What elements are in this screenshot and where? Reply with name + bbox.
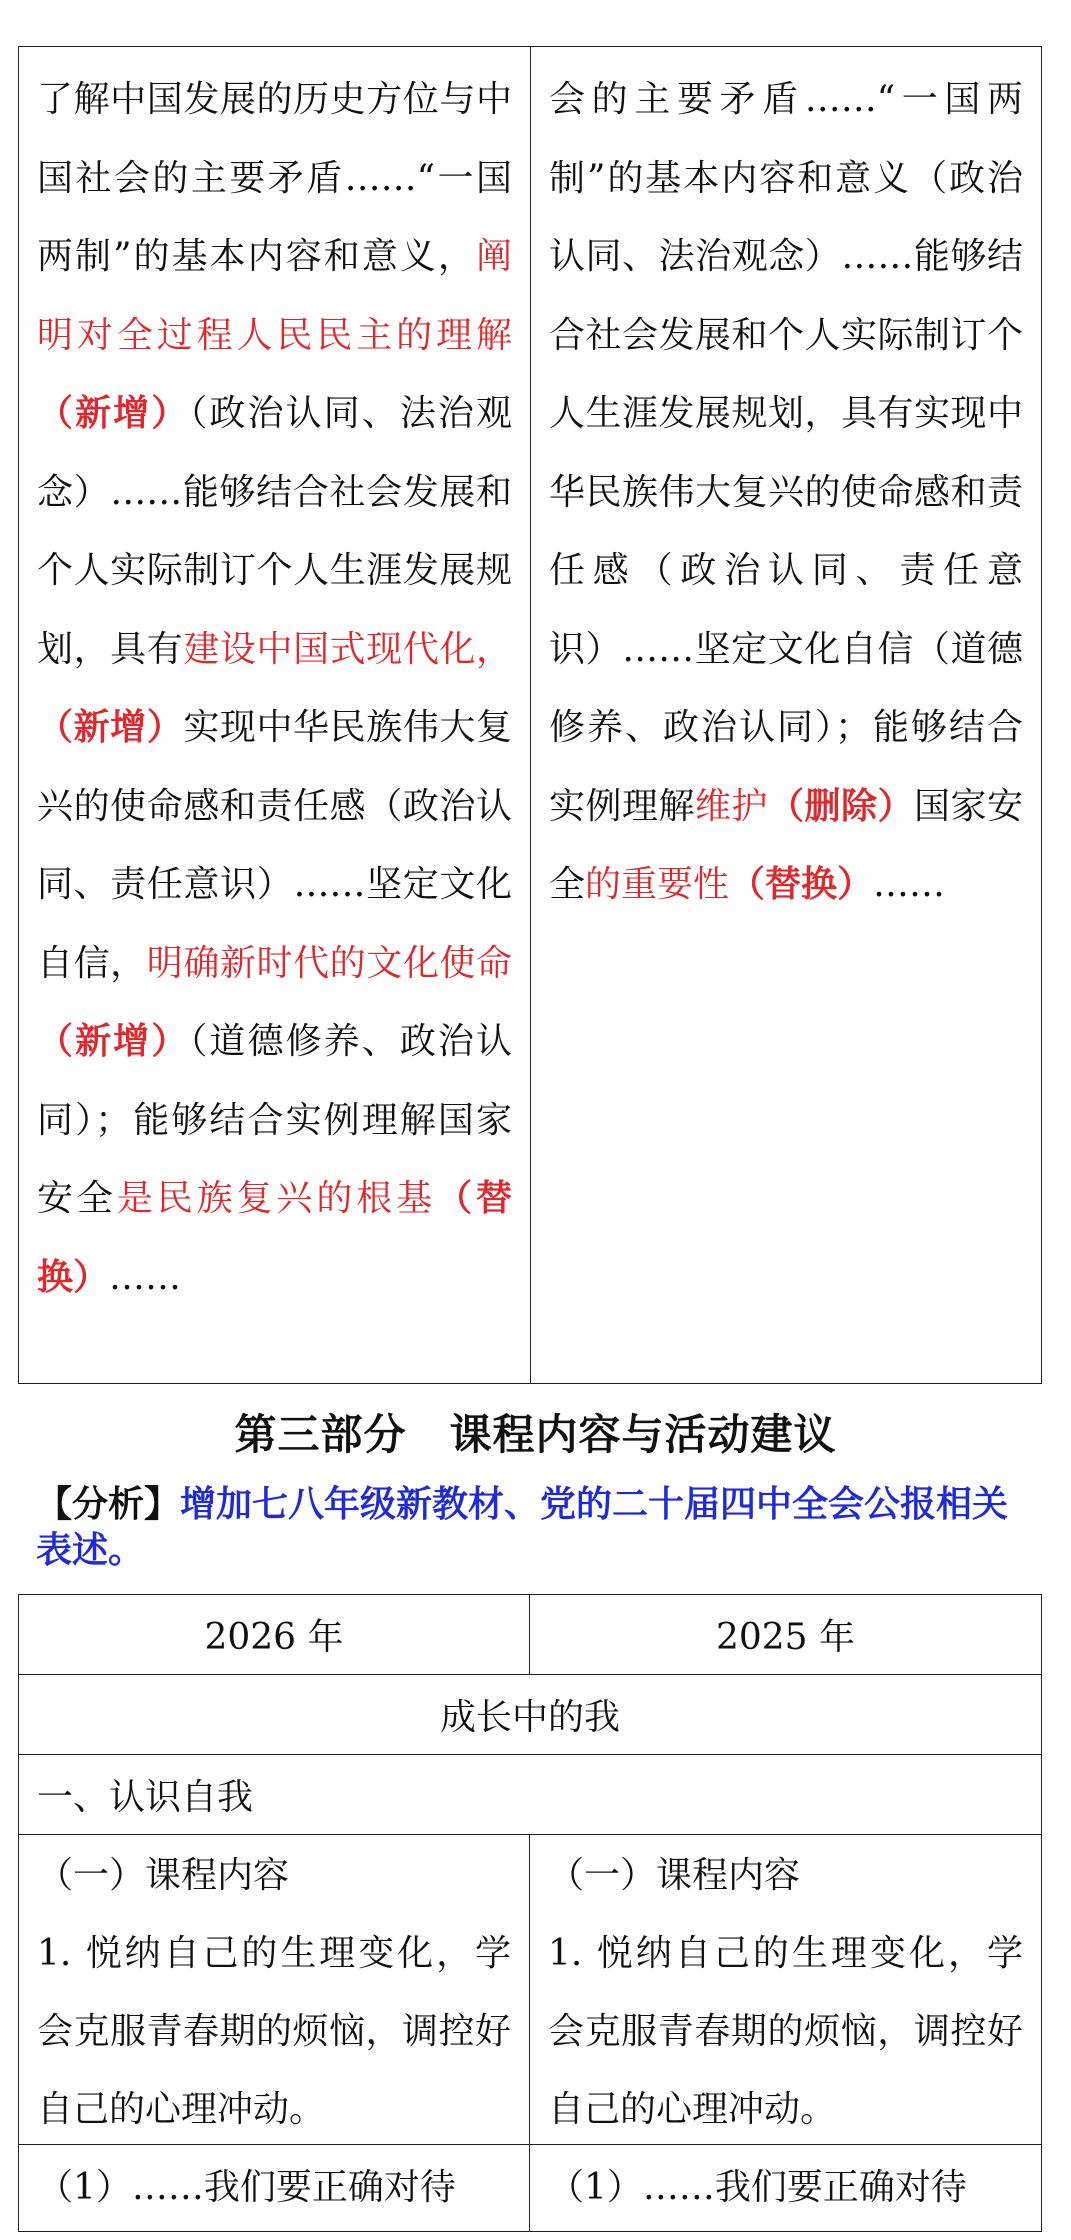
content-text-2025: 1. 悦纳自己的生理变化，学会克服青春期的烦恼，调控好自己的心理冲动。 (548, 1933, 1023, 2130)
partial-cell-2025: （1）……我们要正确对待 (548, 2167, 967, 2208)
content-cell-2025 (530, 1835, 1041, 2144)
right-text-segment: 的重要性 (585, 864, 730, 905)
left-text-segment: （新增） (37, 707, 184, 748)
left-text-segment: （道德修养、政治认同）；能够结合实例理解国家安全 (37, 1021, 512, 1219)
section-title: 第三部分 课程内容与活动建议 (234, 1410, 837, 1459)
header-2026: 2026 年 (19, 1595, 530, 1674)
content-heading-2026: （一）课程内容 (37, 1855, 290, 1896)
right-text-segment: 国家安全 (549, 785, 1023, 905)
curriculum-content-table (18, 1594, 1042, 2232)
partial-row (19, 2145, 1041, 2231)
analysis-text: 增加七八年级新教材、党的二十届四中全会公报相关表述。 (36, 1484, 1009, 1571)
right-text-segment: （删除） (767, 785, 914, 827)
left-text-segment: 阐明对全过程人民民主的理解 (37, 236, 512, 356)
left-text-segment: 实现中华民族伟大复兴的使命感和责任感（政治认同、责任意识）……坚定文化自信， (37, 707, 512, 984)
analysis-paragraph (36, 1482, 1036, 1574)
topic-row: 一、认识自我 (19, 1755, 1041, 1835)
right-text-segment: （替换） (729, 864, 874, 905)
right-text-segment: …… (873, 864, 946, 905)
content-text-2026: 1. 悦纳自己的生理变化，学会克服青春期的烦恼，调控好自己的心理冲动。 (37, 1933, 511, 2130)
left-text-segment: （新增） (37, 393, 190, 434)
left-text-segment: （新增） (37, 1021, 190, 1062)
analysis-label: 【分析】 (36, 1484, 181, 1525)
right-text-segment: 会的主要矛盾……“一国两制”的基本内容和意义（政治认同、法治观念）……能够结合社会发展和个人实际制订个人生涯发展规划，具有实现中华民族伟大复兴的使命感和责任感（政治认同、责任意识）……坚定文化自信（道德修养、政治认同）；能够结合实例理解 (549, 79, 1023, 827)
content-row (19, 1835, 1041, 2145)
partial-cell-2026: （1）……我们要正确对待 (19, 2145, 530, 2231)
unit-title-row: 成长中的我 (19, 1675, 1041, 1755)
table-header-row (19, 1595, 1041, 1675)
left-text-segment: …… (109, 1256, 182, 1298)
left-text-segment: 明确新时代的文化使命 (146, 942, 512, 984)
content-heading-2025: （一）课程内容 (548, 1855, 801, 1896)
left-text-segment: （替换） (37, 1178, 512, 1298)
header-2025: 2025 年 (715, 1617, 856, 1658)
content-cell-2026 (19, 1835, 530, 2144)
comparison-table-continued (18, 46, 1042, 1384)
table-cell-2025-text (531, 47, 1041, 1383)
left-text-segment: 建设中国式现代化， (183, 628, 512, 670)
left-text-segment: （政治认同、法治观念）……能够结合社会发展和个人实际制订个人生涯发展规划，具有 (37, 393, 512, 670)
left-text-segment: 是民族复兴的根基 (116, 1178, 437, 1219)
table-cell-2026-text (19, 47, 531, 1383)
right-text-segment: 维护 (694, 785, 768, 827)
left-text-segment: 了解中国发展的历史方位与中国社会的主要矛盾……“一国两制”的基本内容和意义， (37, 79, 512, 277)
